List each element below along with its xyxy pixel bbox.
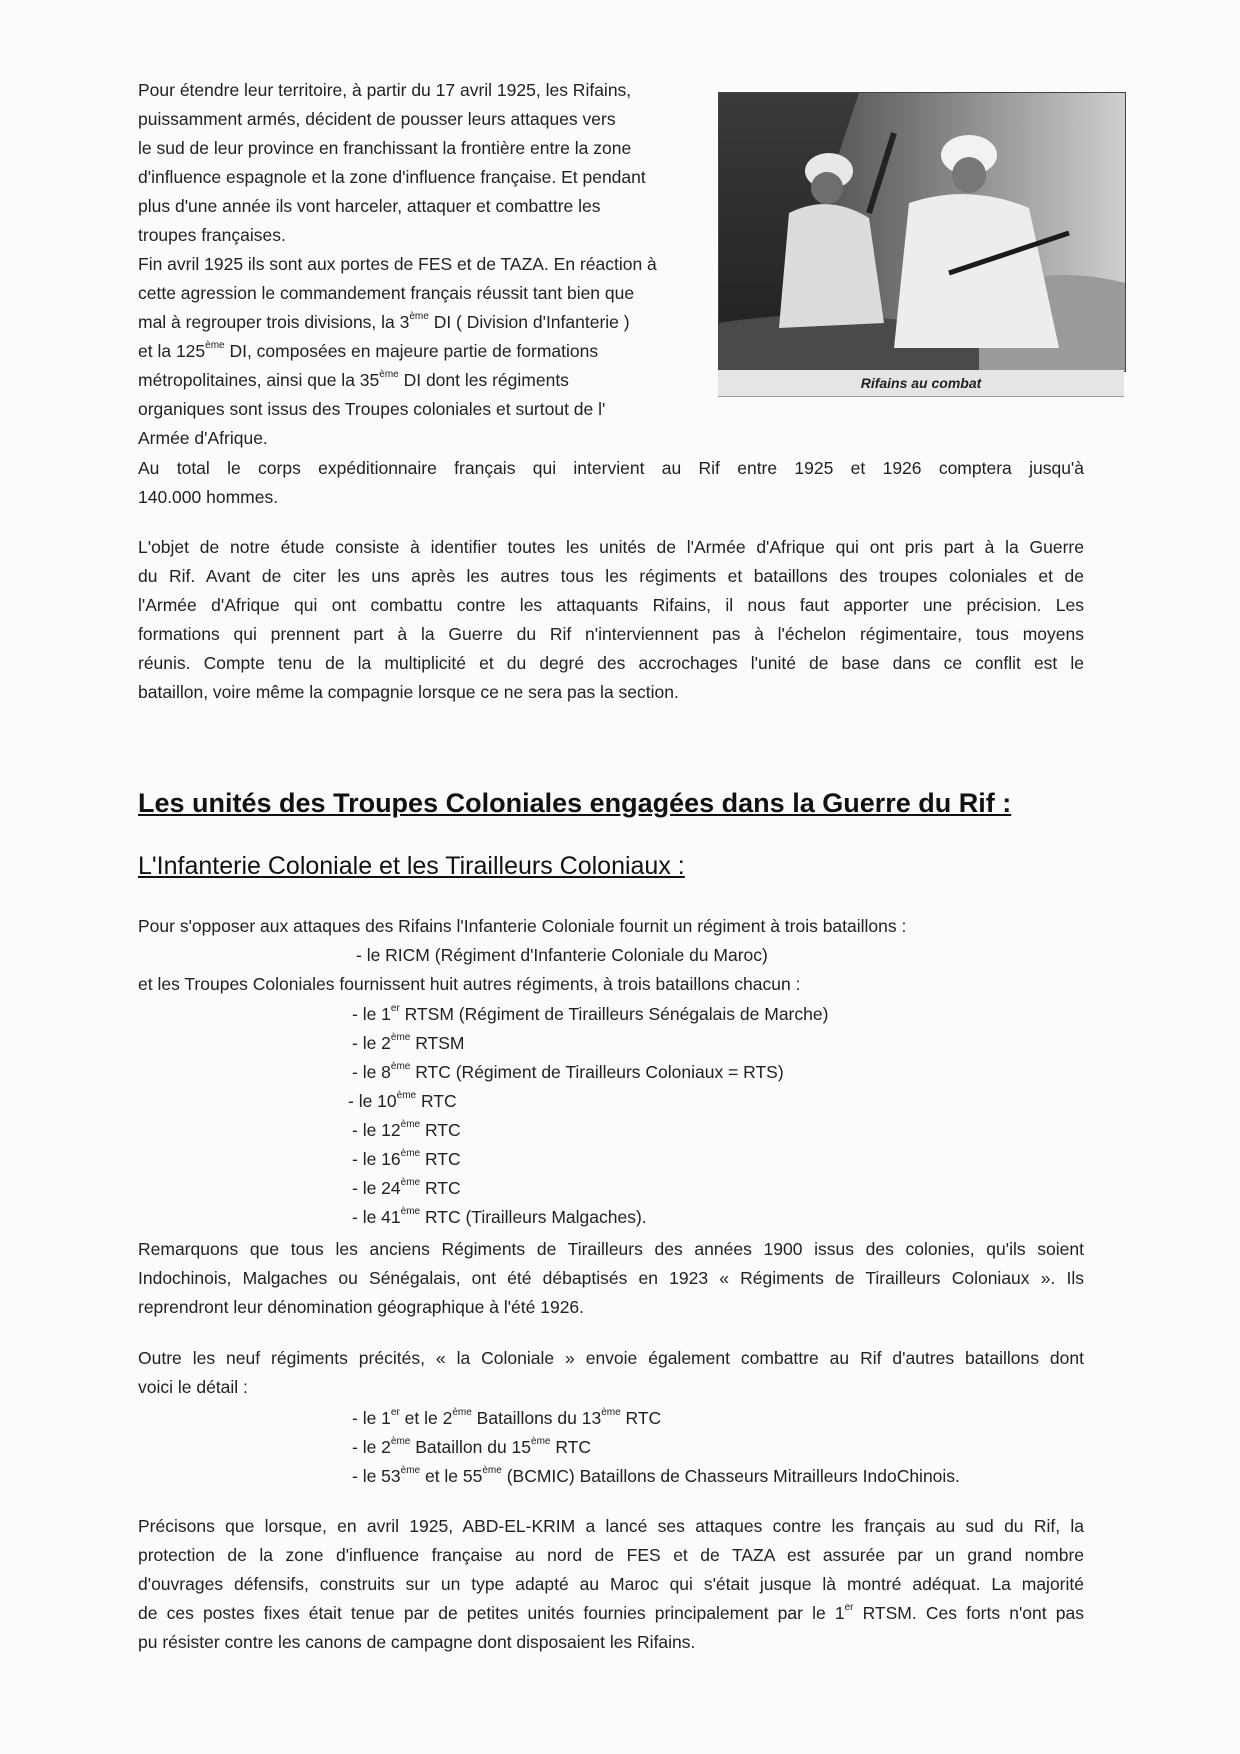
list-item: - le 12ème RTC <box>352 1119 461 1140</box>
superscript: ème <box>531 1436 551 1447</box>
text-line: du Rif. Avant de citer les uns après les autres tous les régiments et bataillons des troupes coloniales et de <box>138 566 1084 586</box>
text-line: métropolitaines, ainsi que la 35 <box>138 370 380 390</box>
superscript: ème <box>409 311 429 322</box>
subsection-heading: L'Infanterie Coloniale et les Tirailleurs Coloniaux : <box>138 852 685 880</box>
intro-paragraph-1 <box>138 76 690 250</box>
superscript: ème <box>601 1407 621 1418</box>
list-item-ricm <box>356 941 768 970</box>
text-line: et les Troupes Coloniales fournissent huit autres régiments, à trois bataillons chacun : <box>138 974 801 994</box>
list-item: - le 24ème RTC <box>352 1177 461 1198</box>
text-line: Indochinois, Malgaches ou Sénégalais, ont été débaptisés en 1923 « Régiments de Tirailleurs Coloniaux ». Ils <box>138 1268 1084 1288</box>
text-line: cette agression le commandement français réussit tant bien que <box>138 283 635 303</box>
superscript: ème <box>390 1032 411 1043</box>
text-line: de ces postes fixes était tenue par de petites unités fournies principalement par le 1er RTSM. Ces forts n'ont pas <box>138 1602 1084 1623</box>
photo-caption: Rifains au combat <box>718 370 1124 397</box>
text-line: l'Armée d'Afrique qui ont combattu contre les attaquants Rifains, il nous faut apporter une précision. Les <box>138 595 1084 615</box>
paragraph-objet <box>138 533 1084 707</box>
paragraph-infanterie <box>138 912 1084 941</box>
paragraph-precisons <box>138 1512 1084 1657</box>
text-line: DI ( Division d'Infanterie ) <box>428 312 630 332</box>
list-item: - le 16ème RTC <box>352 1148 461 1169</box>
intro-paragraph-2 <box>138 250 690 453</box>
superscript: er <box>390 1407 400 1418</box>
text-line: reprendront leur dénomination géographique à l'été 1926. <box>138 1297 585 1317</box>
section-heading: Les unités des Troupes Coloniales engagées dans la Guerre du Rif : <box>138 788 1012 818</box>
paragraph-troupes <box>138 970 1084 999</box>
photo-rifains <box>718 92 1126 372</box>
text-line: pu résister contre les canons de campagne dont disposaient les Rifains. <box>138 1632 696 1652</box>
list-item: - le 2ème Bataillon du 15ème RTC <box>352 1436 591 1457</box>
list-item: - le 8ème RTC (Régiment de Tirailleurs Coloniaux = RTS) <box>352 1061 784 1082</box>
text-line: et la 125 <box>138 341 206 361</box>
superscript: ème <box>482 1465 502 1476</box>
text-line: Pour s'opposer aux attaques des Rifains l'Infanterie Coloniale fournit un régiment à trois bataillons : <box>138 916 907 936</box>
superscript: ème <box>379 369 399 380</box>
text-line: Outre les neuf régiments précités, « la Coloniale » envoie également combattre au Rif d'autres bataillons dont <box>138 1348 1084 1368</box>
battalion-list <box>352 1404 960 1491</box>
text-line: Au total le corps expéditionnaire français qui intervient au Rif entre 1925 et 1926 comptera jusqu'à <box>138 458 1084 478</box>
paragraph-total <box>138 454 1084 512</box>
text-line: - le RICM (Régiment d'Infanterie Coloniale du Maroc) <box>356 945 768 965</box>
list-item: - le 53ème et le 55ème (BCMIC) Bataillons de Chasseurs Mitrailleurs IndoChinois. <box>352 1465 960 1486</box>
list-item: - le 41ème RTC (Tirailleurs Malgaches). <box>352 1206 647 1227</box>
intro-block <box>138 76 690 453</box>
photo-illustration <box>719 93 1125 371</box>
text-line: Précisons que lorsque, en avril 1925, ABD-EL-KRIM a lancé ses attaques contre les français au sud du Rif, la <box>138 1516 1084 1536</box>
text-line: bataillon, voire même la compagnie lorsque ce ne sera pas la section. <box>138 682 679 702</box>
superscript: ème <box>452 1407 472 1418</box>
text-line: organiques sont issus des Troupes coloniales et surtout de l' <box>138 399 606 419</box>
text-line: voici le détail : <box>138 1377 248 1397</box>
text-line: formations qui prennent part à la Guerre du Rif n'interviennent pas à l'échelon régimentaire, tous moyens <box>138 624 1084 644</box>
list-item: - le 1er et le 2ème Bataillons du 13ème RTC <box>352 1407 662 1428</box>
text-line: L'objet de notre étude consiste à identifier toutes les unités de l'Armée d'Afrique qui ont pris part à la Guerre <box>138 537 1084 557</box>
photo-figure <box>718 92 1124 391</box>
text-line: Fin avril 1925 ils sont aux portes de FES et de TAZA. En réaction à <box>138 254 657 274</box>
superscript: ème <box>390 1436 411 1447</box>
text-line: d'influence espagnole et la zone d'influence française. Et pendant <box>138 167 646 187</box>
text-line: 140.000 hommes. <box>138 487 279 507</box>
list-item: - le 2ème RTSM <box>352 1032 465 1053</box>
text-line: DI, composées en majeure partie de formations <box>224 341 599 361</box>
superscript: ème <box>400 1465 421 1476</box>
text-line: Remarquons que tous les anciens Régiments de Tirailleurs des années 1900 issus des colonies, qu'ils soient <box>138 1239 1084 1259</box>
text-line: le sud de leur province en franchissant la frontière entre la zone <box>138 138 632 158</box>
text-line: mal à regrouper trois divisions, la 3 <box>138 312 410 332</box>
superscript: ème <box>400 1148 421 1159</box>
regiment-list <box>348 1000 829 1232</box>
superscript: ème <box>205 340 225 351</box>
superscript: ème <box>400 1119 421 1130</box>
text-line: puissamment armés, décident de pousser leurs attaques vers <box>138 109 616 129</box>
superscript: ème <box>396 1090 417 1101</box>
list-item: - le 1er RTSM (Régiment de Tirailleurs Sénégalais de Marche) <box>352 1003 829 1024</box>
superscript: er <box>390 1003 400 1014</box>
text-line: d'ouvrages défensifs, construits sur un type adapté au Maroc qui s'était jusque là montré adéquat. La majorité <box>138 1574 1084 1594</box>
superscript: er <box>844 1602 854 1613</box>
paragraph-remarquons <box>138 1235 1084 1322</box>
text-line: Armée d'Afrique. <box>138 428 268 448</box>
superscript: ème <box>400 1206 421 1217</box>
superscript: ème <box>400 1177 421 1188</box>
text-line: plus d'une année ils vont harceler, attaquer et combattre les <box>138 196 601 216</box>
text-line: protection de la zone d'influence française au nord de FES et de TAZA est assurée par un grand nombre <box>138 1545 1084 1565</box>
text-line: troupes françaises. <box>138 225 286 245</box>
text-line: réunis. Compte tenu de la multiplicité et du degré des accrochages l'unité de base dans ce conflit est le <box>138 653 1084 673</box>
text-line: Pour étendre leur territoire, à partir du 17 avril 1925, les Rifains, <box>138 80 632 100</box>
paragraph-outre <box>138 1344 1084 1402</box>
text-line: DI dont les régiments <box>398 370 569 390</box>
list-item: - le 10ème RTC <box>348 1090 457 1111</box>
superscript: ème <box>390 1061 411 1072</box>
